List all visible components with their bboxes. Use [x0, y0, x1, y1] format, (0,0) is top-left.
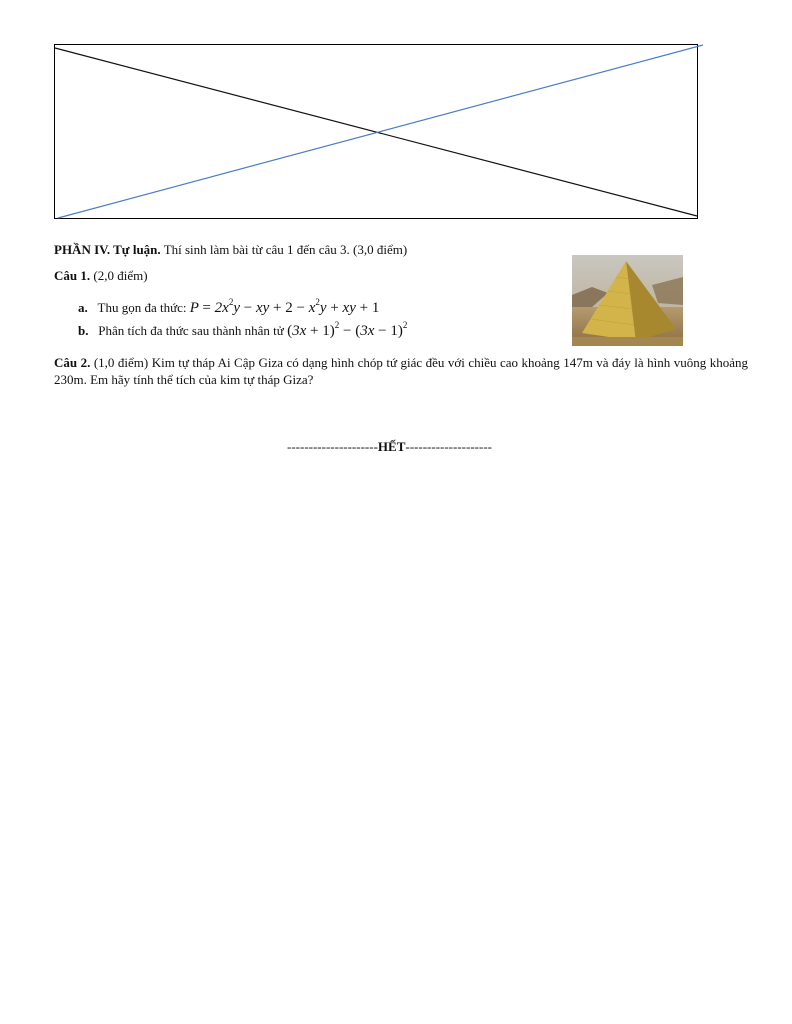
- question1-item-b: [78, 322, 407, 340]
- question2-text: (1,0 điểm) Kim tự tháp Ai Cập Giza có dạng hình chóp tứ giác đều với chiều cao khoảng 147m và đáy là hình vuông khoảng 230m. Em hãy tính thể tích của kim tự tháp Giza?: [54, 355, 749, 387]
- part-heading: [54, 241, 407, 258]
- end-mark: [287, 438, 492, 455]
- image-placeholder-crossed: [54, 44, 698, 219]
- giza-pyramid-photo-icon: [572, 255, 683, 346]
- item-text: Phân tích đa thức sau thành nhân tử: [98, 323, 284, 338]
- part-heading-instruction: Thí sinh làm bài từ câu 1 đến câu 3. (3,0 điểm): [163, 242, 408, 257]
- item-marker: a.: [78, 300, 88, 315]
- item-text: Thu gọn đa thức:: [97, 300, 187, 315]
- end-word: HẾT: [377, 439, 406, 454]
- question2: [54, 354, 748, 388]
- item-marker: b.: [78, 323, 89, 338]
- formula-a: $P = 2x^2y$ − xy + $2 - x^2y$ + xy + 1: [189, 297, 380, 316]
- question1-item-a: [78, 299, 379, 317]
- formula-b: $(3x + 1)^2 - (3x - 1)^2$: [287, 320, 408, 339]
- question1-label: Câu 1.: [54, 268, 91, 283]
- question2-label: Câu 2.: [54, 355, 91, 370]
- question1-points: (2,0 điểm): [93, 268, 148, 283]
- end-dashes-left: ---------------------: [287, 439, 378, 454]
- question1-heading: [54, 267, 148, 284]
- end-dashes-right: --------------------: [405, 439, 492, 454]
- crossed-box-placeholder-icon: [54, 44, 704, 220]
- part-heading-label: PHẦN IV. Tự luận.: [54, 242, 161, 257]
